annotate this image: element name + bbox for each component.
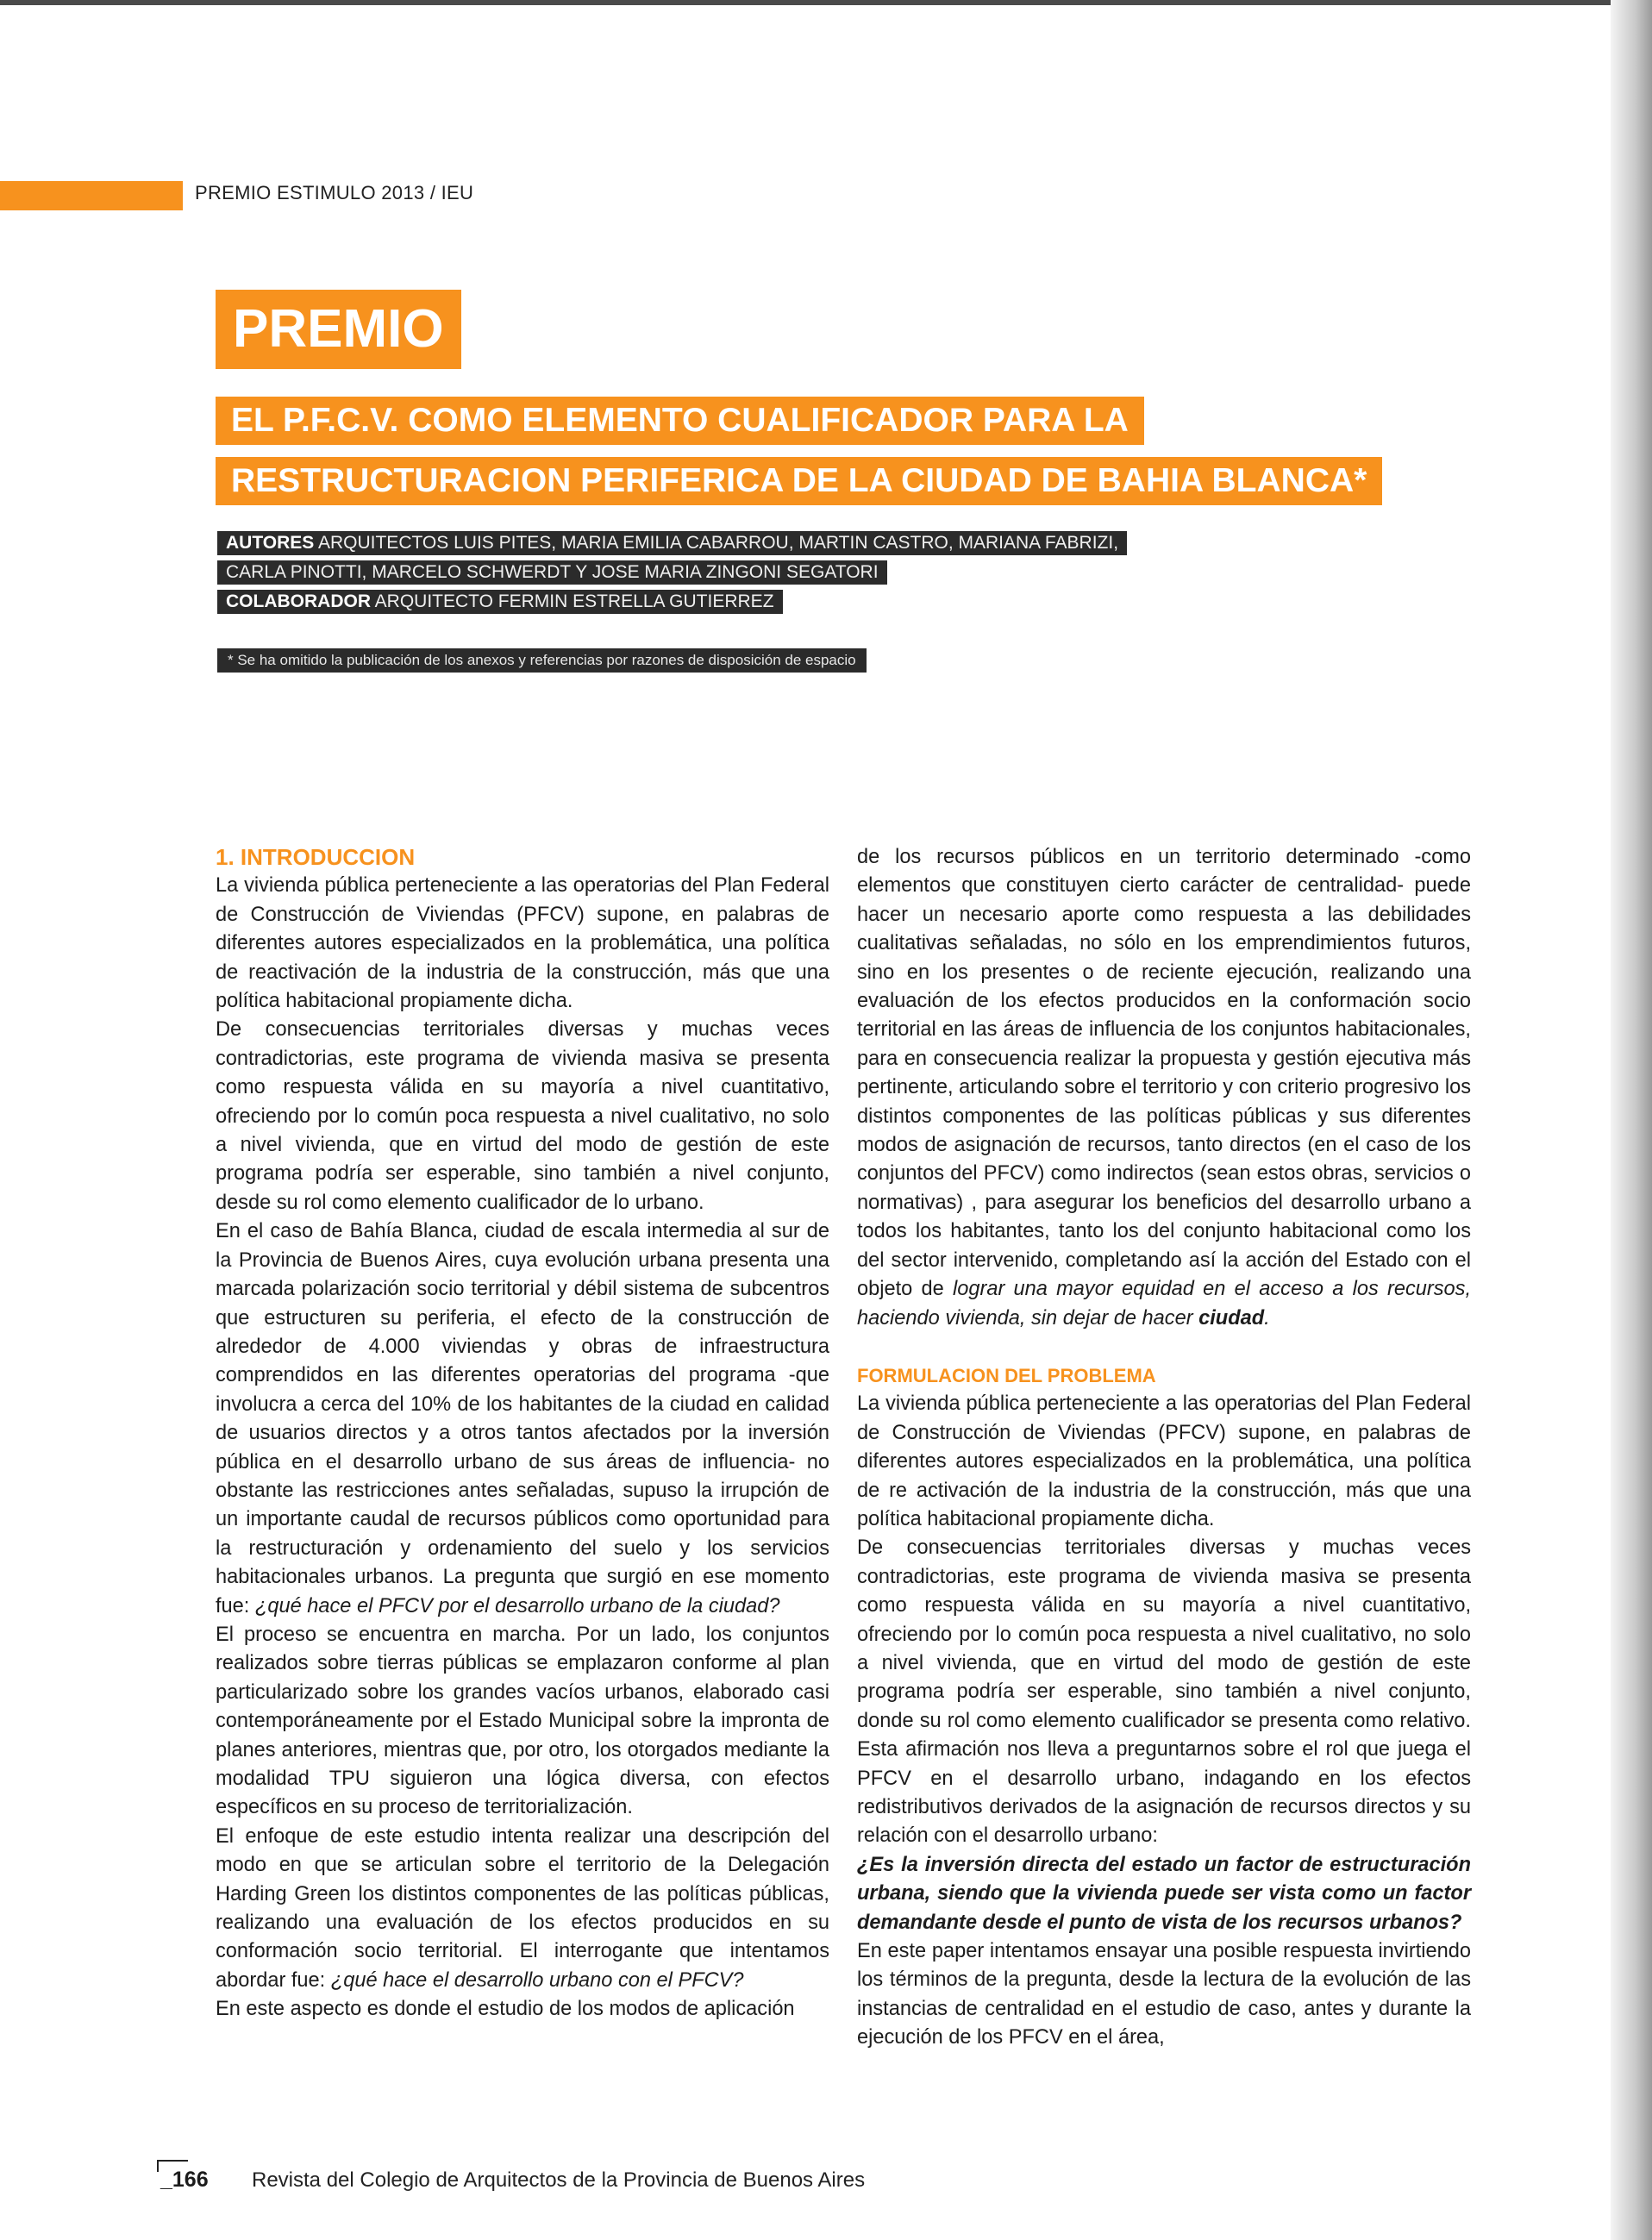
section-heading-problema: FORMULACION DEL PROBLEMA: [857, 1364, 1156, 1386]
page-number: _166: [160, 2168, 209, 2192]
left-column: [216, 843, 829, 2024]
right-column: [857, 843, 1471, 2053]
paragraph: La vivienda pública perteneciente a las operatorias del Plan Federal de Construcción de Viviendas (PFCV) supone, en palabras de diferentes autores especializados en la problemática, una política de re activación de la industria de la construcción, más que una política habitacional propiamente dicha.: [857, 1392, 1471, 1530]
paragraph-text: El enfoque de este estudio intenta realizar una descripción del modo en que se articulan sobre el territorio de la Delegación Harding Green los distintos componentes de las políticas públicas, realizando una evaluación de los efectos producidos en su conformación socio territorial. El interrogante que intentamos abordar fue:: [216, 1824, 829, 1992]
paragraph: [857, 843, 1471, 1333]
section-label: PREMIO: [216, 290, 461, 369]
paragraph: En este aspecto es donde el estudio de los modos de aplicación: [216, 1998, 795, 2021]
footnote: * Se ha omitido la publicación de los anexos y referencias por razones de disposición de espacio: [217, 648, 867, 673]
top-border: [0, 0, 1652, 5]
authors-label: AUTORES: [226, 533, 315, 553]
authors-names-1: ARQUITECTOS LUIS PITES, MARIA EMILIA CABARROU, MARTIN CASTRO, MARIANA FABRIZI,: [314, 533, 1119, 553]
research-question: ¿qué hace el PFCV por el desarrollo urbano de la ciudad?: [254, 1594, 780, 1617]
paragraph: De consecuencias territoriales diversas y muchas veces contradictorias, este programa de vivienda masiva se presenta como respuesta válida en su mayoría a nivel cuantitativo, ofreciendo por lo común poca respuesta a nivel cualitativo, no solo a nivel vivienda, que en virtud del modo de gestión de este programa podría ser esperable, sino también a nivel conjunto, donde su rol como elemento cualificador se presenta como relativo. Esta afirmación nos lleva a preguntarnos sobre el rol que juega el PFCV en el desarrollo urbano, indagando en los efectos redistributivos derivados de la asignación de recursos directos y su relación con el desarrollo urbano:: [857, 1536, 1471, 1848]
research-question: ¿qué hace el desarrollo urbano con el PFCV?: [330, 1968, 744, 1992]
paragraph: [216, 1823, 829, 1995]
period: .: [1264, 1306, 1270, 1330]
key-question: ¿Es la inversión directa del estado un factor de estructuración urbana, siendo que la vivienda puede ser vista como un factor demandante desde el punto de vista de los recursos urbanos?: [857, 1853, 1471, 1934]
section-heading-introduccion: 1. INTRODUCCION: [216, 844, 416, 870]
page-gutter-shadow: [1611, 0, 1652, 2240]
paragraph: [216, 1217, 829, 1621]
paragraph: En este paper intentamos ensayar una posible respuesta invirtiendo los términos de la pregunta, desde la lectura de la evolución de las instancias de centralidad en el estudio de caso, antes y durante la ejecución de los PFCV en el área,: [857, 1940, 1471, 2049]
footer-rule: [157, 2160, 188, 2162]
article-title-line-2: RESTRUCTURACION PERIFERICA DE LA CIUDAD DE BAHIA BLANCA*: [216, 457, 1382, 505]
italic-phrase: lograr una mayor equidad en el acceso a los recursos, haciendo vivienda, sin dejar de hacer: [857, 1278, 1471, 1330]
collaborator-name: ARQUITECTO FERMIN ESTRELLA GUTIERREZ: [371, 591, 774, 611]
header-accent-bar: [0, 181, 183, 210]
emphasis-word: ciudad: [1198, 1306, 1265, 1330]
authors-line-2: CARLA PINOTTI, MARCELO SCHWERDT Y JOSE MARIA ZINGONI SEGATORI: [217, 560, 887, 585]
authors-line-1: [217, 531, 1127, 555]
collaborator-line: [217, 590, 783, 614]
paragraph-text: En el caso de Bahía Blanca, ciudad de escala intermedia al sur de la Provincia de Buenos Aires, cuya evolución urbana presenta una marcada polarización socio territorial y débil sistema de subcentros que estructuren su periferia, el efecto de la construcción de alrededor de 4.000 viviendas y obras de infraestructura comprendidos en las diferentes operatorias del programa -que involucra a cerca del 10% de los habitantes de la ciudad en calidad de usuarios directos y a otros tantos afectados por la inversión pública en el desarrollo urbano de sus áreas de influencia- no obstante las restricciones antes señaladas, supuso la irrupción de un importante caudal de recursos públicos como oportunidad para la restructuración y ordenamiento del suelo y los servicios habitacionales urbanos. La pregunta que surgió en ese momento fue:: [216, 1220, 829, 1617]
publication-name: Revista del Colegio de Arquitectos de la Provincia de Buenos Aires: [252, 2168, 866, 2192]
collaborator-label: COLABORADOR: [226, 591, 371, 611]
paragraph: De consecuencias territoriales diversas y muchas veces contradictorias, este programa de vivienda masiva se presenta como respuesta válida en su mayoría a nivel cuantitativo, ofreciendo por lo común poca respuesta a nivel cualitativo, no solo a nivel vivienda, que en virtud del modo de gestión de este programa podría ser esperable, sino también a nivel conjunto, desde su rol como elemento cualificador de lo urbano.: [216, 1018, 829, 1214]
footer-tick: [157, 2160, 159, 2172]
paragraph: El proceso se encuentra en marcha. Por un lado, los conjuntos realizados sobre tierras públicas se emplazaron conforme al plan particularizado sobre los grandes vacíos urbanos, elaborado casi contemporáneamente por el Estado Municipal sobre la impronta de planes anteriores, mientras que, por otro, los otorgados mediante la modalidad TPU siguieron una lógica diversa, con efectos específicos en su proceso de territorialización.: [216, 1623, 829, 1819]
article-title-line-1: EL P.F.C.V. COMO ELEMENTO CUALIFICADOR PARA LA: [216, 397, 1144, 445]
paragraph: La vivienda pública perteneciente a las operatorias del Plan Federal de Construcción de Viviendas (PFCV) supone, en palabras de diferentes autores especializados en la problemática, una política de reactivación de la industria de la construcción, más que una política habitacional propiamente dicha.: [216, 874, 829, 1013]
running-header: PREMIO ESTIMULO 2013 / IEU: [195, 182, 474, 203]
paragraph-text: de los recursos públicos en un territorio determinado -como elementos que constituyen cierto carácter de centralidad- puede hacer un necesario aporte como respuesta a las debilidades cualitativas señaladas, no sólo en los emprendimientos futuros, sino en los presentes o de reciente ejecución, realizando una evaluación de los efectos producidos en la conformación socio territorial en las áreas de influencia de los conjuntos habitacionales, para en consecuencia realizar la propuesta y gestión ejecutiva más pertinente, articulando sobre el territorio y con criterio progresivo los distintos componentes de las políticas públicas y sus diferentes modos de asignación de recursos, tanto directos (en el caso de los conjuntos del PFCV) como indirectos (sean estos obras, servicios o normativas) , para asegurar los beneficios del desarrollo urbano a todos los habitantes, tanto los del conjunto habitacional como los del sector intervenido, completando así la acción del Estado con el objeto de: [857, 846, 1471, 1301]
